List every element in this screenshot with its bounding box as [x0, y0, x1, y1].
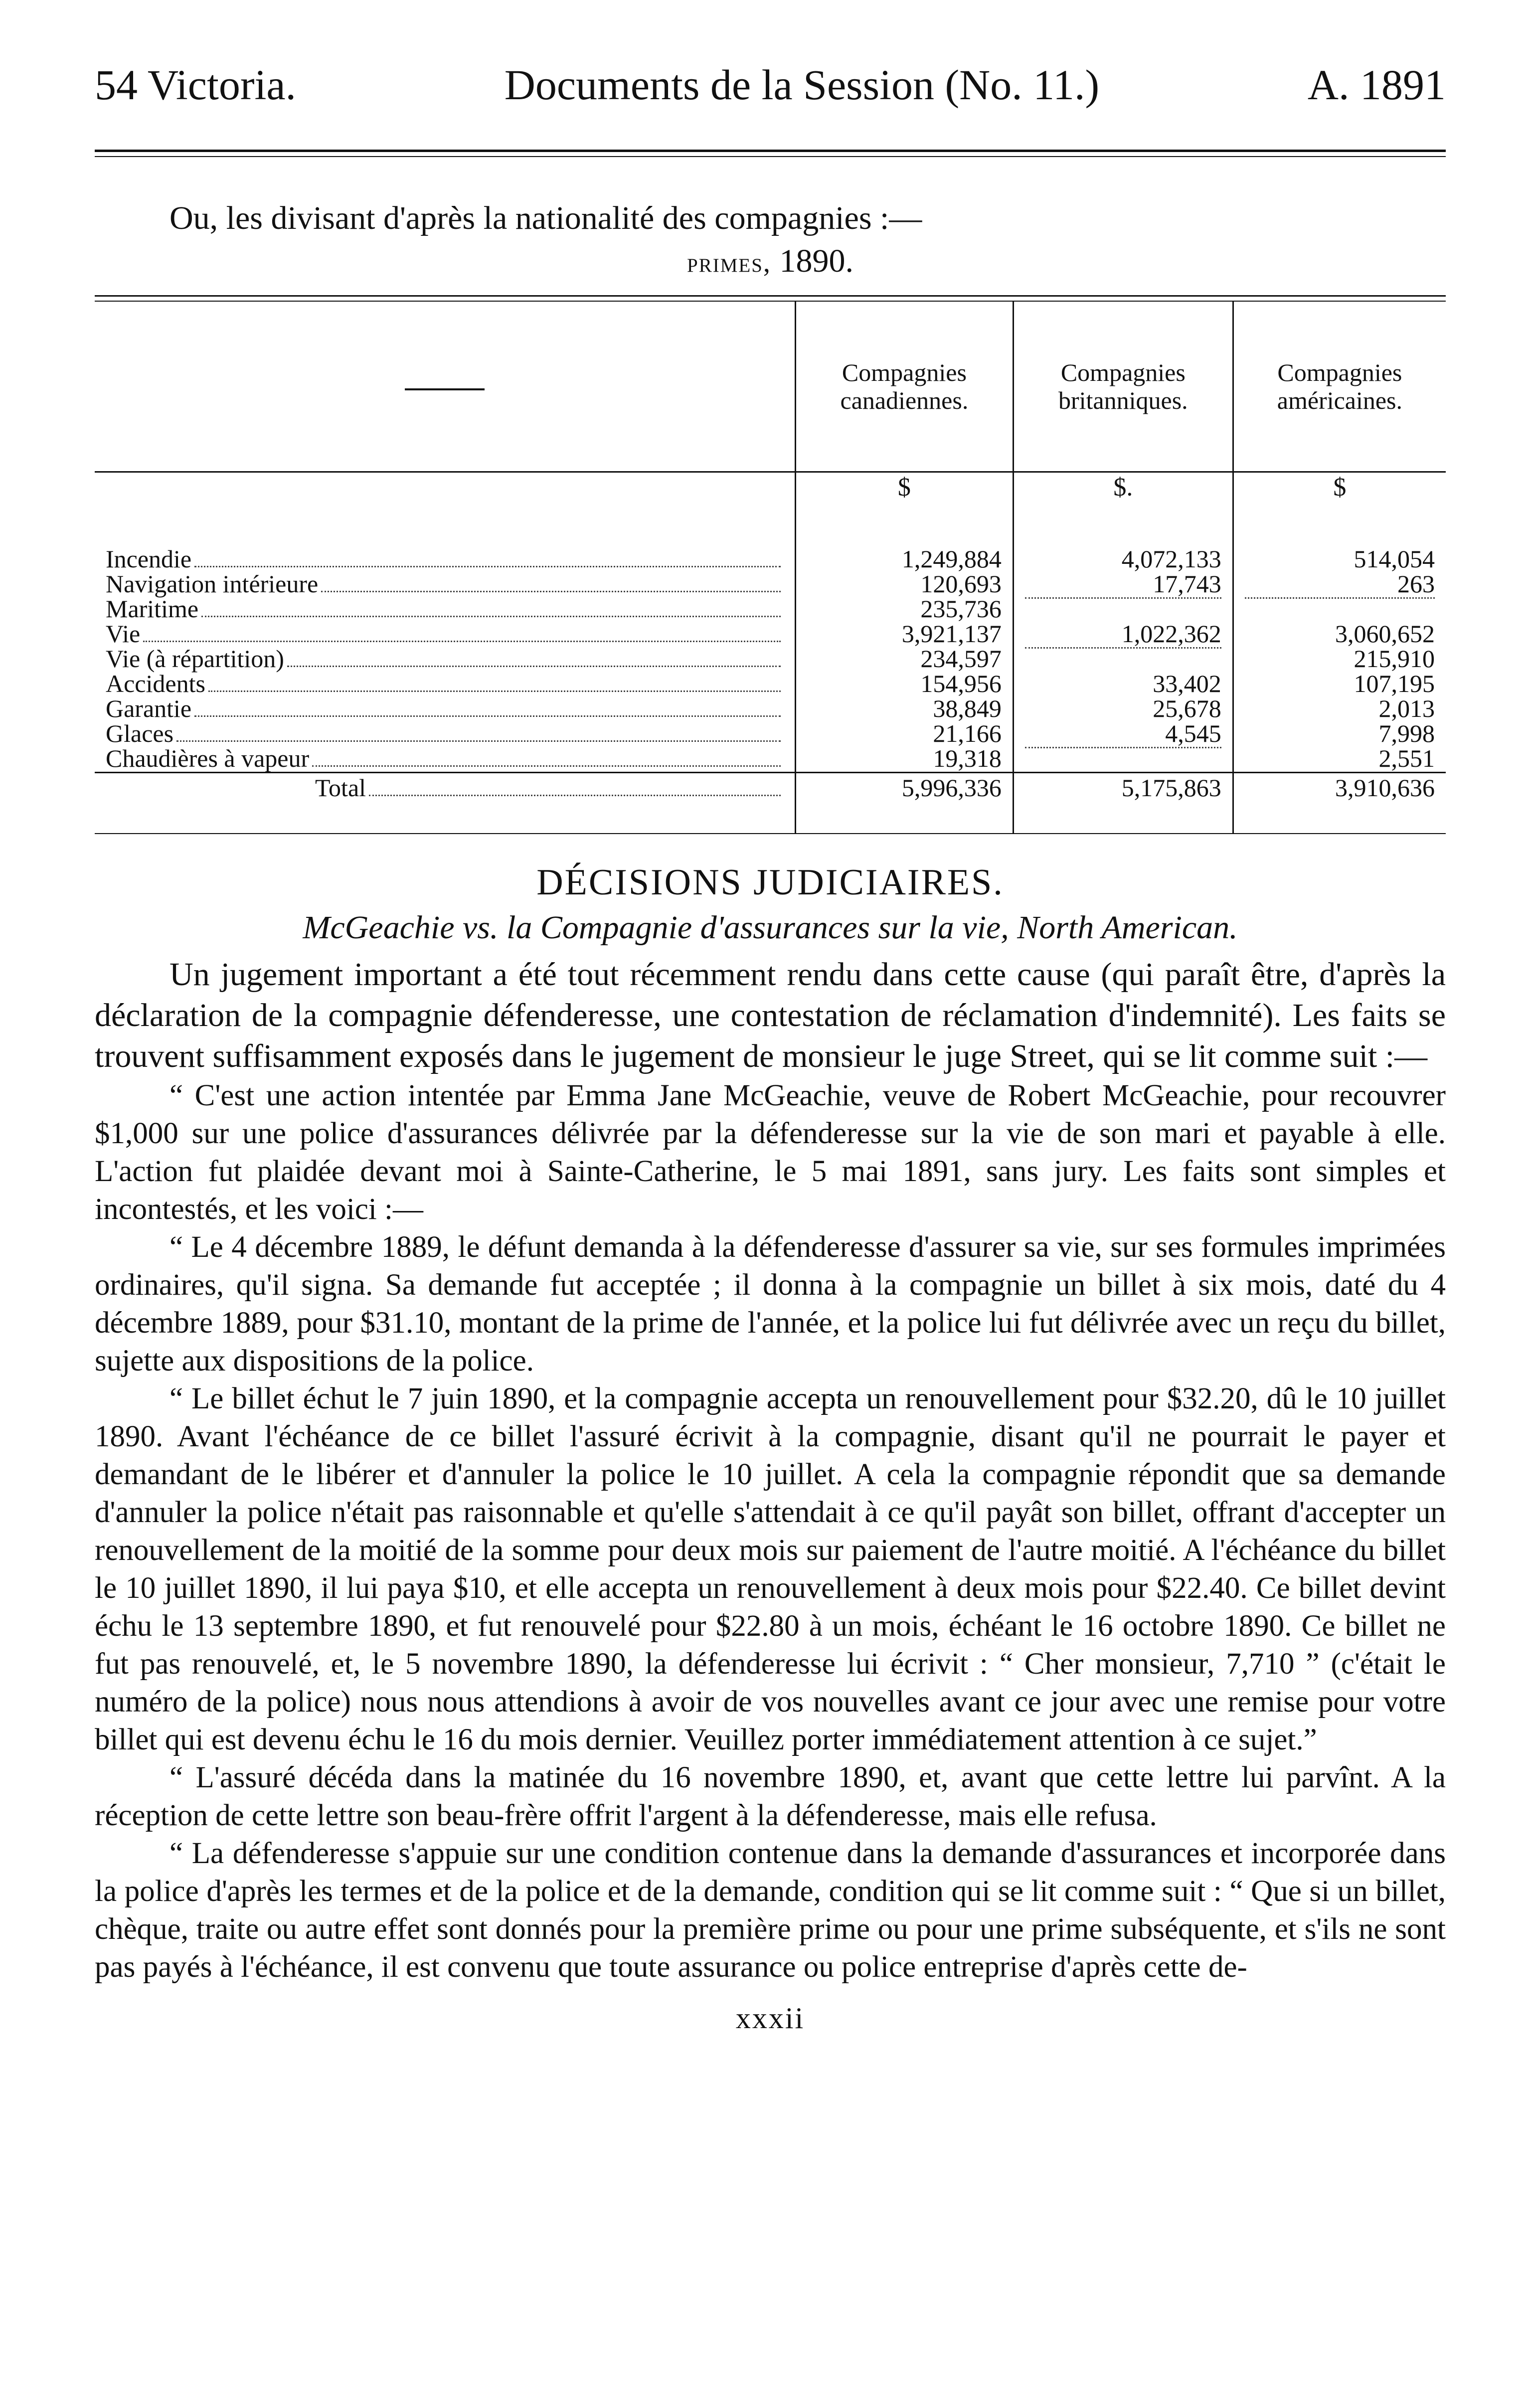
stub-dash	[405, 388, 485, 390]
table-row	[95, 547, 1446, 572]
cell-britanniques: 17,743	[1013, 572, 1233, 597]
empty-cell-leader	[1025, 747, 1221, 753]
row-label: Vie	[106, 620, 141, 648]
cell-americaines: 514,054	[1233, 547, 1446, 572]
total-britanniques: 5,175,863	[1013, 773, 1233, 834]
table-row	[95, 622, 1446, 647]
cell-americaines: 7,998	[1233, 722, 1446, 747]
total-americaines: 3,910,636	[1233, 773, 1446, 834]
premiums-grid	[95, 302, 1446, 833]
cell-canadiennes: 38,849	[796, 697, 1014, 722]
document-page	[95, 60, 1446, 2036]
row-label: Vie (à répartition)	[106, 645, 284, 673]
table-bottom-rule	[95, 833, 1446, 834]
row-label: Maritime	[106, 595, 199, 623]
row-label: Glaces	[106, 719, 174, 747]
cell-britanniques: 4,545	[1013, 722, 1233, 747]
cell-americaines: 107,195	[1233, 672, 1446, 697]
currency-row	[95, 472, 1446, 548]
col-header-americaines: Compagnies américaines.	[1233, 302, 1446, 472]
cell-canadiennes: 234,597	[796, 647, 1014, 672]
row-label: Garantie	[106, 694, 192, 722]
table-row	[95, 722, 1446, 747]
col-header-britanniques: Compagnies britanniques.	[1013, 302, 1233, 472]
caption-label: primes,	[687, 247, 771, 278]
cell-britanniques: 1,022,362	[1013, 622, 1233, 647]
case-title: McGeachie vs. la Compagnie d'assurances sur la vie, North American.	[303, 909, 1238, 946]
total-canadiennes: 5,996,336	[796, 773, 1014, 834]
total-row	[95, 773, 1446, 834]
cell-americaines: 2,013	[1233, 697, 1446, 722]
col-header-canadiennes: Compagnies canadiennes.	[796, 302, 1014, 472]
row-label: Incendie	[106, 545, 192, 573]
cell-britanniques: 25,678	[1013, 697, 1233, 722]
table-caption	[95, 242, 1446, 280]
page-folio: xxxii	[735, 2002, 805, 2035]
total-label: Total	[315, 774, 366, 802]
cell-britanniques: 33,402	[1013, 672, 1233, 697]
section-title: DÉCISIONS JUDICIAIRES.	[536, 862, 1004, 903]
empty-cell-leader	[1245, 597, 1435, 604]
table-row	[95, 572, 1446, 597]
paragraph: “ L'assuré décéda dans la matinée du 16 novembre 1890, et, avant que cette lettre lui parvînt. A la réception de cette lettre son beau-frère offrit l'argent à la défenderesse, mais elle refusa.	[95, 1761, 1446, 1832]
table-row	[95, 672, 1446, 697]
cell-canadiennes: 3,921,137	[796, 622, 1014, 647]
currency-canadiennes: $	[796, 472, 1014, 548]
paragraph: “ Le billet échut le 7 juin 1890, et la compagnie accepta un renouvellement pour $32.20, dû le 10 juillet 1890. Avant l'échéance de ce billet l'assuré écrivit à la compagnie, disant qu'il ne pourrait le payer et demandant de le libérer et d'annuler la police le 10 juillet. A cela la compagnie répondit que sa demande d'annuler la police n'était pas raisonnable et qu'elle s'attendait à ce qu'il payât son billet, offrant d'accepter un renouvellement de la moitié de la somme pour deux mois sur paiement de l'autre moitié. A l'échéance du billet le 10 juillet 1890, il lui paya $10, et elle accepta un renouvellement à deux mois pour $22.40. Ce billet devint échu le 13 septembre 1890, et fut renouvelé pour $22.80 à un mois, échéant le 16 octobre 1890. Ce billet ne fut pas renouvelé, et, le 5 novembre 1890, la défenderesse lui écrivit : “ Cher monsieur, 7,710 ” (c'était le numéro de la police) nous nous attendions à avoir de vos nouvelles avant ce jour avec une remise pour votre billet qui est devenu échu le 16 du mois dernier. Veuillez porter immédiatement attention à ce sujet.”	[95, 1382, 1446, 1756]
cell-canadiennes: 1,249,884	[796, 547, 1014, 572]
running-head	[95, 60, 1446, 120]
table-row	[95, 597, 1446, 622]
cell-britanniques: 4,072,133	[1013, 547, 1233, 572]
cell-canadiennes: 19,318	[796, 747, 1014, 773]
premiums-table	[95, 295, 1446, 834]
table-body	[95, 547, 1446, 773]
cell-americaines: 2,551	[1233, 747, 1446, 773]
cell-canadiennes: 21,166	[796, 722, 1014, 747]
currency-americaines: $	[1233, 472, 1446, 548]
paragraph: “ C'est une action intentée par Emma Jane McGeachie, veuve de Robert McGeachie, pour recouvrer $1,000 sur une police d'assurances délivrée par la défenderesse sur la vie de son mari et payable à elle. L'action fut plaidée devant moi à Sainte-Catherine, le 5 mai 1891, sans jury. Les faits sont simples et incontestés, et les voici :—	[95, 1079, 1446, 1226]
table-top-rule	[95, 295, 1446, 302]
row-label: Chaudières à vapeur	[106, 744, 310, 772]
cell-americaines: 263	[1233, 572, 1446, 597]
cell-canadiennes: 120,693	[796, 572, 1014, 597]
cell-americaines: 215,910	[1233, 647, 1446, 672]
table-row	[95, 747, 1446, 773]
header-rule	[95, 150, 1446, 157]
cell-canadiennes: 235,736	[796, 597, 1014, 622]
currency-britanniques: $.	[1013, 472, 1233, 548]
header-right: A. 1891	[1307, 61, 1446, 109]
table-row	[95, 647, 1446, 672]
empty-cell-leader	[1025, 597, 1221, 604]
paragraph: “ La défenderesse s'appuie sur une condition contenue dans la demande d'assurances et incorporée dans la police d'après les termes et de la police et de la demande, condition qui se lit comme suit : “ Que si un billet, chèque, traite ou autre effet sont donnés pour la première prime ou pour une prime subséquente, et s'ils ne sont pas payés à l'échéance, il est convenu que toute assurance ou police entreprise d'après cette de-	[95, 1837, 1446, 1984]
table-row	[95, 697, 1446, 722]
body-text	[95, 954, 1446, 1986]
row-label: Navigation intérieure	[106, 570, 319, 598]
row-label: Accidents	[106, 670, 205, 697]
paragraph: “ Le 4 décembre 1889, le défunt demanda à la défenderesse d'assurer sa vie, sur ses formules imprimées ordinaires, qu'il signa. Sa demande fut acceptée ; il donna à la compagnie un billet à six mois, daté du 4 décembre 1889, pour $31.10, montant de la prime de l'année, et la police lui fut délivrée avec un reçu du billet, sujette aux dispositions de la police.	[95, 1230, 1446, 1377]
cell-americaines: 3,060,652	[1233, 622, 1446, 647]
header-center: Documents de la Session (No. 11.)	[504, 61, 1100, 109]
stub-header	[95, 302, 796, 472]
cell-canadiennes: 154,956	[796, 672, 1014, 697]
empty-cell-leader	[1025, 647, 1221, 654]
header-left: 54 Victoria.	[95, 61, 297, 109]
caption-year: 1890.	[779, 243, 853, 279]
intro-line: Ou, les divisant d'après la nationalité des compagnies :—	[170, 200, 922, 236]
table-header-row	[95, 302, 1446, 472]
paragraph: Un jugement important a été tout récemment rendu dans cette cause (qui paraît être, d'après la déclaration de la compagnie défenderesse, une contestation de réclamation d'indemnité). Les faits se trouvent suffisamment exposés dans le jugement de monsieur le juge Street, qui se lit comme suit :—	[95, 956, 1446, 1074]
